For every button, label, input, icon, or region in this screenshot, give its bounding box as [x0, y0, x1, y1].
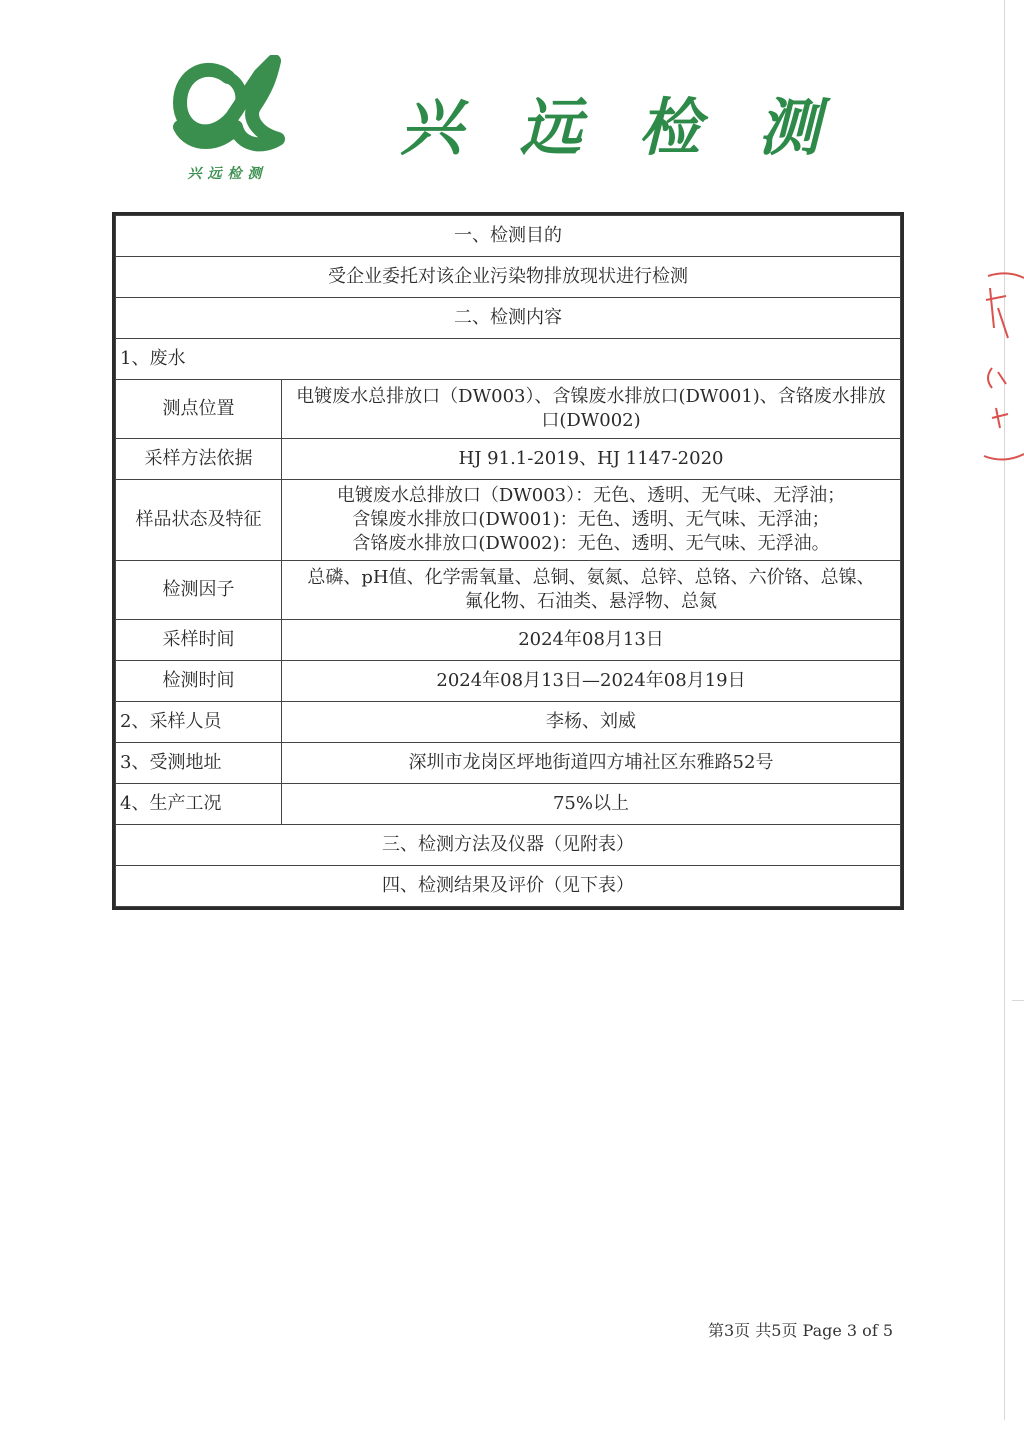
- location-label: 测点位置: [116, 380, 282, 439]
- brand-title: [400, 82, 820, 162]
- factors-line: 氟化物、石油类、悬浮物、总氮: [465, 591, 717, 612]
- company-logo: [170, 55, 285, 190]
- sample-state-line: 含镍废水排放口(DW001)：无色、透明、无气味、无浮油；: [352, 509, 830, 530]
- production-label: 4、生产工况: [116, 784, 282, 825]
- location-value-line: 电镀废水总排放口（DW003）、含镍废水排放口(DW001)、含铬废水排放: [296, 386, 886, 407]
- sampling-method-value: HJ 91.1-2019、HJ 1147-2020: [282, 439, 901, 480]
- sample-state-value: [282, 480, 901, 561]
- factors-line: 总磷、pH值、化学需氧量、总铜、氨氮、总锌、总铬、六价铬、总镍、: [307, 567, 875, 588]
- results-title: 四、检测结果及评价（见下表）: [116, 866, 901, 907]
- factors-label: 检测因子: [116, 561, 282, 620]
- sampling-time-value: 2024年08月13日: [282, 620, 901, 661]
- brand-char: 检: [638, 90, 701, 164]
- location-value-line: 口(DW002): [541, 410, 641, 431]
- brand-char: 兴: [400, 90, 463, 164]
- sampling-method-label: 采样方法依据: [116, 439, 282, 480]
- sample-state-line: 电镀废水总排放口（DW003）：无色、透明、无气味、无浮油；: [336, 485, 846, 506]
- brand-char: 远: [519, 90, 582, 164]
- report-table: [112, 212, 904, 910]
- location-value: [282, 380, 901, 439]
- logo-subtitle: 兴远检测: [187, 166, 268, 182]
- sample-state-line: 含铬废水排放口(DW002)：无色、透明、无气味、无浮油。: [352, 533, 830, 554]
- brand-char: 测: [757, 90, 820, 164]
- content-title: 二、检测内容: [116, 298, 901, 339]
- purpose-title: 一、检测目的: [116, 216, 901, 257]
- samplers-value: 李杨、刘威: [282, 702, 901, 743]
- page-edge-tick: [1012, 1000, 1024, 1001]
- factors-value: [282, 561, 901, 620]
- methods-title: 三、检测方法及仪器（见附表）: [116, 825, 901, 866]
- alpha-logo-icon: [170, 55, 285, 160]
- production-value: 75%以上: [282, 784, 901, 825]
- page-edge-line: [1004, 0, 1005, 1420]
- address-value: 深圳市龙岗区坪地街道四方埔社区东雅路52号: [282, 743, 901, 784]
- sample-state-label: 样品状态及特征: [116, 480, 282, 561]
- page-number: 第3页 共5页 Page 3 of 5: [708, 1321, 894, 1340]
- wastewater-heading: 1、废水: [116, 339, 901, 380]
- samplers-label: 2、采样人员: [116, 702, 282, 743]
- sampling-time-label: 采样时间: [116, 620, 282, 661]
- testing-time-value: 2024年08月13日—2024年08月19日: [282, 661, 901, 702]
- testing-time-label: 检测时间: [116, 661, 282, 702]
- purpose-text: 受企业委托对该企业污染物排放现状进行检测: [116, 257, 901, 298]
- seal-stamp-fragment: [978, 268, 1024, 468]
- address-label: 3、受测地址: [116, 743, 282, 784]
